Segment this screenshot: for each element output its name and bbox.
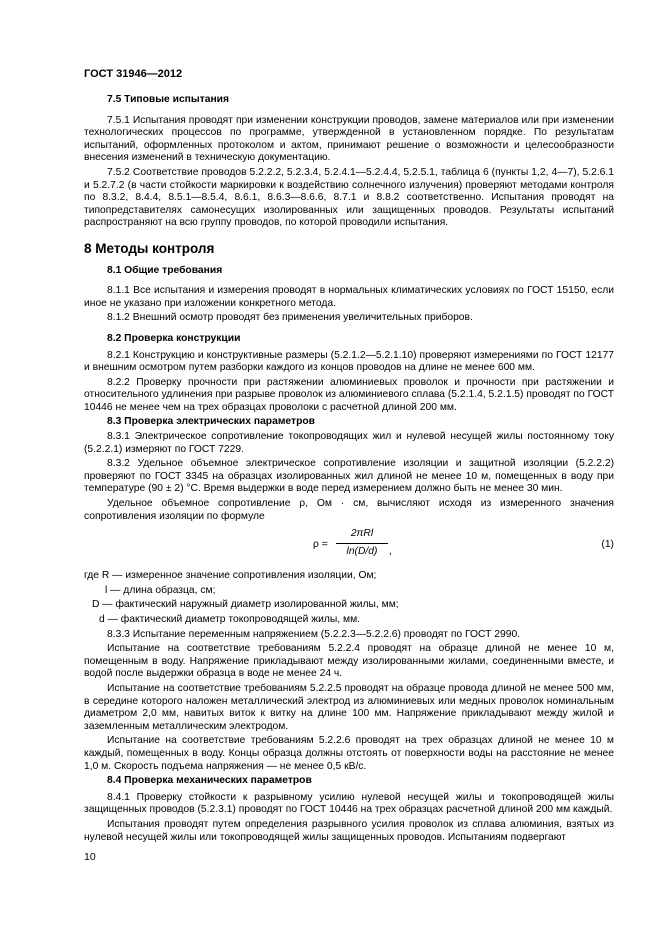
paragraph-8-3-3: 8.3.3 Испытание переменным напряжением (5.2.2.3—5.2.2.6) проводят по ГОСТ 2990. bbox=[107, 628, 521, 640]
section-7-5-title: 7.5 Типовые испытания bbox=[107, 94, 230, 105]
paragraph-8-4-1-continued: Испытания проводят путем определения разрывного усилия проволок из сплава алюминия, взятых из нулевой несущей жилы или токопроводящей жилы защищенных проводов. Испытаниям подвергают bbox=[84, 818, 614, 843]
legend-item-R: где R — измеренное значение сопротивления изоляции, Ом; bbox=[84, 570, 377, 582]
formula-legend bbox=[84, 570, 614, 626]
paragraph-8-1-1: 8.1.1 Все испытания и измерения проводят в нормальных климатических условиях по ГОСТ 15150, если иное не указано при изложении конкретного метода. bbox=[84, 285, 614, 309]
document-body bbox=[84, 94, 614, 846]
legend-item-D: D — фактический наружный диаметр изолированной жилы, мм; bbox=[92, 599, 399, 611]
legend-item-l: l — длина образца, см; bbox=[105, 584, 216, 596]
section-8-4-title: 8.4 Проверка механических параметров bbox=[107, 775, 312, 787]
paragraph-test-5-2-2-4: Испытание на соответствие требованиям 5.2.2.4 проводят на образце длиной не менее 10 м, помещенным в воду. Напряжение прикладывают между изолированными жилами, соединенными вместе, и водой после выдержки образца в воде не менее 24 ч. bbox=[84, 643, 614, 680]
paragraph-8-1-2: 8.1.2 Внешний осмотр проводят без применения увеличительных приборов. bbox=[107, 312, 473, 324]
legend-item-d: d — фактический диаметр токопроводящей жилы, мм. bbox=[99, 614, 361, 625]
paragraph-7-5-1: 7.5.1 Испытания проводят при изменении конструкции проводов, замене материалов или при изменении технологических процессов по программе, утвержденной в установленном порядке. По результатам испытаний, оформленных протоколом и актом, принимают решение о возможности и целесообразности внесения изменений в техническую документацию. bbox=[84, 114, 614, 164]
formula-1 bbox=[84, 526, 614, 566]
document-header: ГОСТ 31946—2012 bbox=[84, 68, 183, 80]
paragraph-resistivity-intro: Удельное объемное сопротивление ρ, Ом · см, вычисляют исходя из измеренного значения сопротивления изоляции по формуле bbox=[84, 498, 614, 522]
paragraph-8-4-1: 8.4.1 Проверку стойкости к разрывному усилию нулевой несущей жилы и токопроводящей жилы защищенных проводов (5.2.3.1) проводят по ГОСТ 10446 на трех образцах расчетной длиной 200 мм каждый. bbox=[84, 791, 614, 816]
page-number: 10 bbox=[84, 851, 96, 863]
formula-denominator: ln(D/d) bbox=[346, 545, 378, 557]
paragraph-test-5-2-2-6: Испытание на соответствие требованиям 5.2.2.6 проводят на трех образцах длиной не менее 10 м каждый, помещенных в воду. Концы образца должны отстоять от поверхности воды на расстояние не менее 1,0 м. Скорость подъема напряжения — не менее 0,5 кВ/с. bbox=[84, 735, 614, 772]
paragraph-8-2-1: 8.2.1 Конструкцию и конструктивные размеры (5.2.1.2—5.2.1.10) проверяют измерениями по ГОСТ 12177 и внешним осмотром путем разборки каждого из концов проводов на длине не менее 600 мм. bbox=[84, 349, 614, 374]
formula-numerator: 2πRl bbox=[336, 528, 388, 544]
section-8-1-title: 8.1 Общие требования bbox=[107, 264, 223, 276]
paragraph-8-2-2: 8.2.2 Проверку прочности при растяжении алюминиевых проволок и прочности при растяжении и относительного удлинения при разрыве проволок из алюминиевого сплава (5.2.1.4, 5.2.1.5) проводят по ГОСТ 10446 не менее чем на трех образцах проволоки с расчетной длиной 200 мм. bbox=[84, 376, 614, 413]
formula-number: (1) bbox=[601, 539, 614, 551]
paragraph-8-3-2: 8.3.2 Удельное объемное электрическое сопротивление изоляции и защитной изоляции (5.2.2.2) проверяют по ГОСТ 3345 на образцах изолированных жил длиной не менее 10 м, помещенных в воду при температуре (90 ± 2) °С. Время выдержки в воде перед измерением должно быть не менее 30 мин. bbox=[84, 458, 614, 495]
section-8-title: 8 Методы контроля bbox=[84, 240, 215, 256]
formula-fraction bbox=[336, 528, 388, 558]
section-8-2-title: 8.2 Проверка конструкции bbox=[107, 332, 241, 344]
paragraph-test-5-2-2-5: Испытание на соответствие требованиям 5.2.2.5 проводят на образце провода длиной не менее 500 мм, в середине которого наложен металлический электрод из алюминиевых или медных проволок номинальным диаметром 2,0 мм, навитых виток к витку на длине 100 мм. Напряжение прикладывают между жилой и заземленным металлическим электродом. bbox=[84, 682, 614, 732]
section-8-3-title: 8.3 Проверка электрических параметров bbox=[107, 416, 315, 428]
formula-trailing-comma: , bbox=[389, 546, 392, 558]
paragraph-8-3-1: 8.3.1 Электрическое сопротивление токопроводящих жил и нулевой несущей жилы постоянному току (5.2.2.1) измеряют по ГОСТ 7229. bbox=[84, 431, 614, 455]
paragraph-7-5-2: 7.5.2 Соответствие проводов 5.2.2.2, 5.2.3.4, 5.2.4.1—5.2.4.4, 5.2.5.1, таблица 6 (пункты 1,2, 4—7), 5.2.6.1 и 5.2.7.2 (в части стойкости маркировки к воздействию солнечного излучения) проверяют методами контроля по 8.3.2, 8.4.4, 8.5.1—8.5.4, 8.6.1, 8.6.3—8.6.6, 8.7.1 и 8.8.2 соответственно. Испытания проводят на типопредставителях самонесущих изолированных или защищенных проводов. Результаты испытаний распространяют на всю группу проводов, по которой проводили испытания. bbox=[84, 166, 614, 229]
formula-lhs: ρ = bbox=[313, 539, 328, 551]
